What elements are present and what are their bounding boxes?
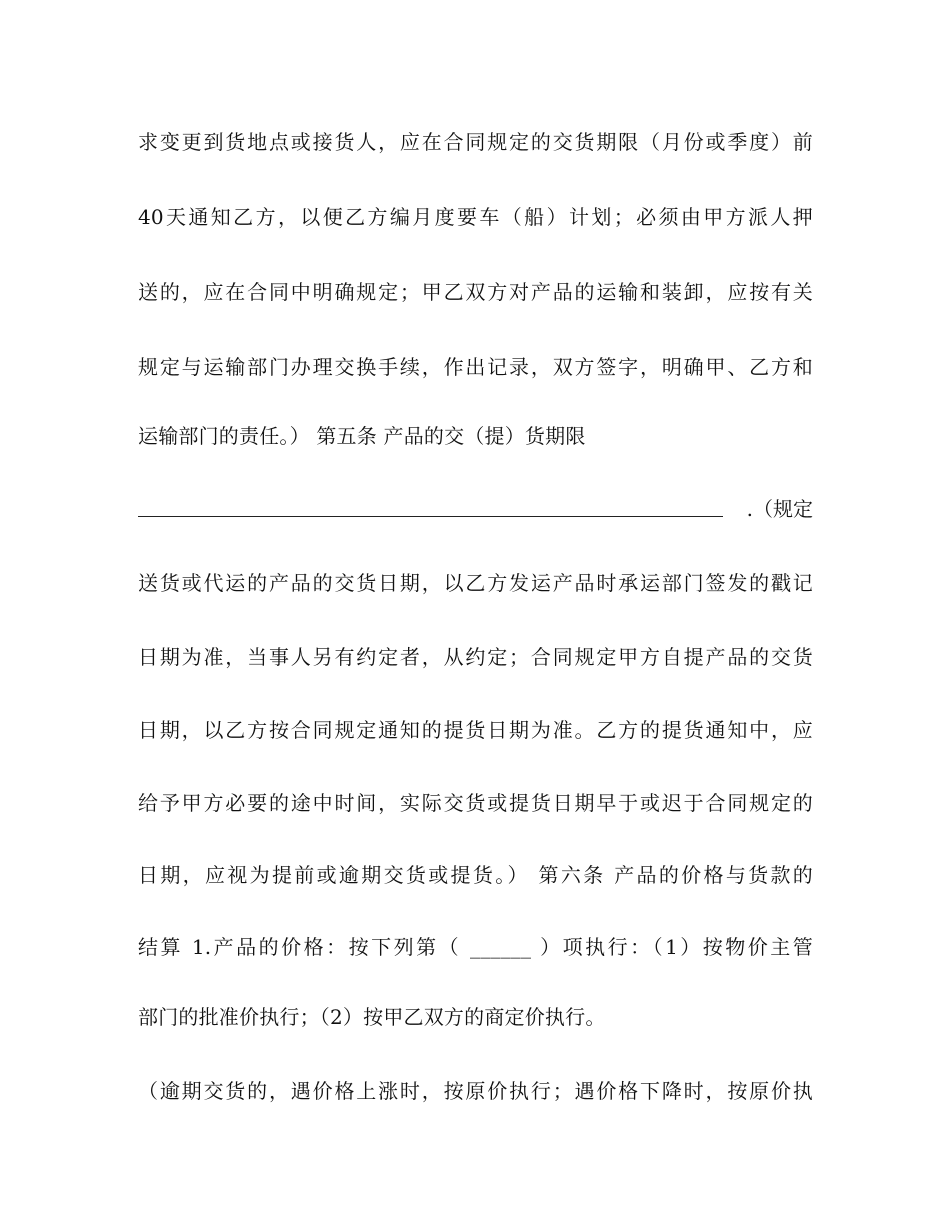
- body-text-line: 送的，应在合同中明确规定；甲乙双方对产品的运输和装卸，应按有关: [138, 280, 813, 304]
- fill-in-blank-line: [138, 495, 813, 523]
- body-text-line: 运输部门的责任。） 第五条 产品的交（提）货期限: [138, 424, 586, 448]
- body-text-line: 求变更到货地点或接货人，应在合同规定的交货期限（月份或季度）前: [138, 130, 813, 154]
- blank-underline: [138, 516, 723, 517]
- body-text-line: 40天通知乙方，以便乙方编月度要车（船）计划；必须由甲方派人押: [138, 205, 813, 229]
- body-text-line: 日期，应视为提前或逾期交货或提货。） 第六条 产品的价格与货款的: [138, 863, 813, 887]
- body-text-line: 日期，以乙方按合同规定通知的提货日期为准。乙方的提货通知中，应: [138, 718, 813, 742]
- body-text-line: （逾期交货的，遇价格上涨时，按原价执行；遇价格下降时，按原价执: [138, 1079, 813, 1103]
- body-text-line: 日期为准，当事人另有约定者，从约定；合同规定甲方自提产品的交货: [138, 645, 813, 669]
- body-text-line: 送货或代运的产品的交货日期，以乙方发运产品时承运部门签发的戳记: [138, 571, 813, 595]
- body-text-line: 给予甲方必要的途中时间，实际交货或提货日期早于或迟于合同规定的: [138, 791, 813, 815]
- body-text-line: 规定与运输部门办理交换手续，作出记录，双方签字，明确甲、乙方和: [138, 355, 813, 379]
- blank-line-tail-text: .（规定: [746, 497, 813, 521]
- body-text-line: 部门的批准价执行；（2）按甲乙双方的商定价执行。: [138, 1005, 606, 1029]
- body-text-line: 结算 1.产品的价格：按下列第（ ______ ）项执行：（1）按物价主管: [138, 935, 813, 959]
